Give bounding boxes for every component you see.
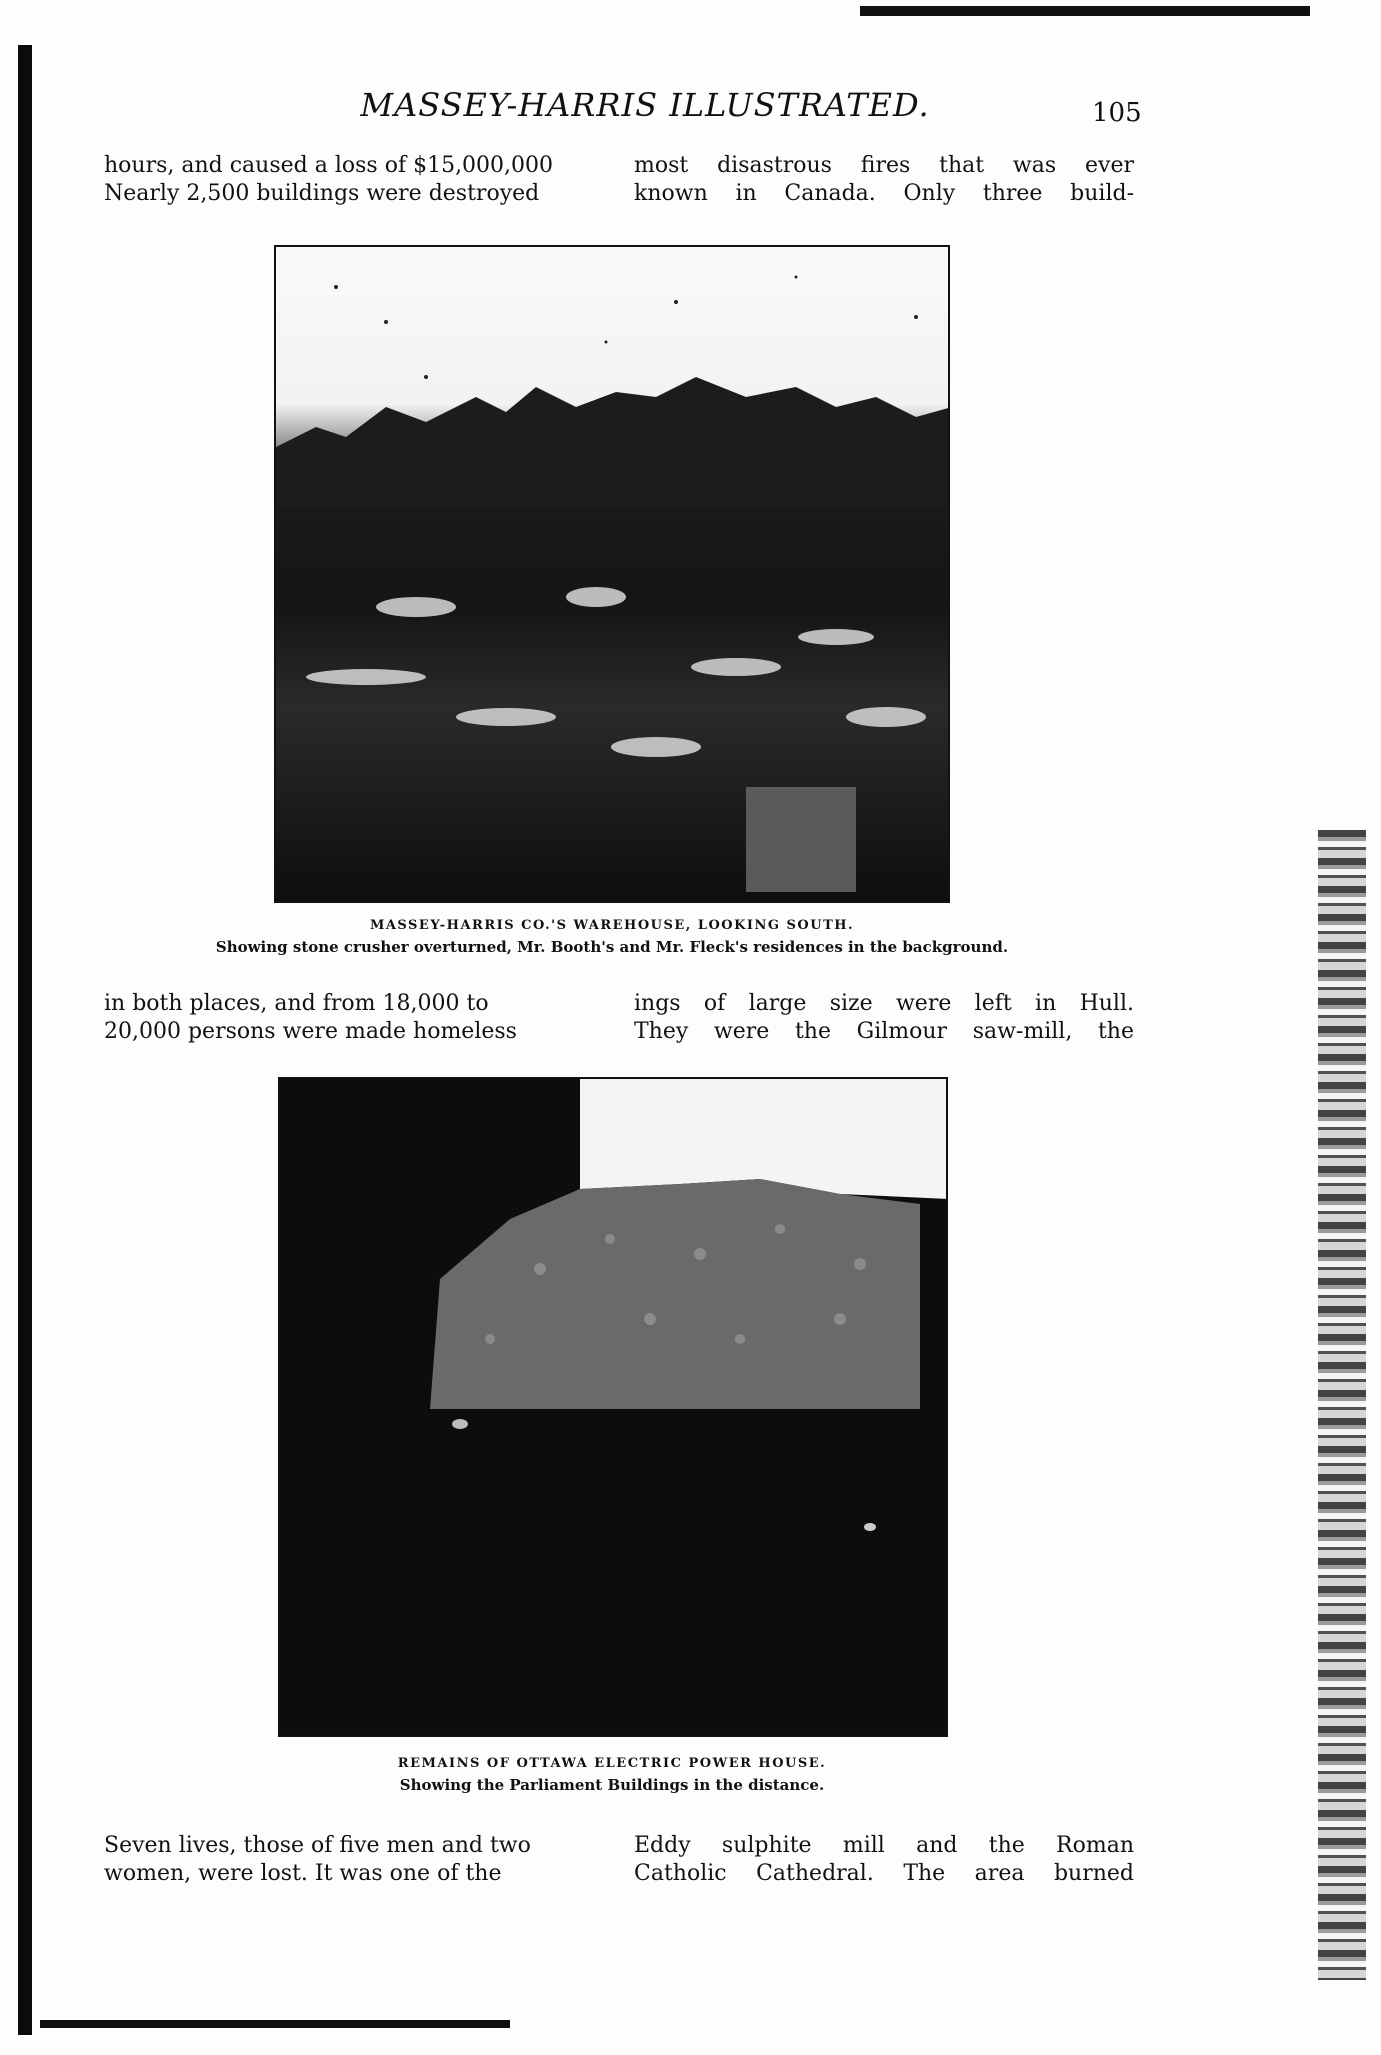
text-line: Seven lives, those of five men and two — [104, 1833, 531, 1858]
text-line: in both places, and from 18,000 to — [104, 991, 489, 1016]
text-line: Catholic Cathedral. The area burned — [634, 1861, 1134, 1886]
photo-power-house — [278, 1077, 948, 1737]
adjacent-page-edge — [1318, 830, 1366, 1980]
figure-1-caption: Showing stone crusher overturned, Mr. Booth's and Mr. Fleck's residences in the background. — [215, 938, 1009, 956]
top-rule — [860, 6, 1310, 16]
text-block-1-left — [104, 152, 604, 208]
page-number: 105 — [1092, 98, 1142, 128]
text-line: 20,000 persons were made homeless — [104, 1019, 517, 1044]
text-line: most disastrous fires that was ever — [634, 153, 1134, 178]
text-line: They were the Gilmour saw-mill, the — [634, 1019, 1134, 1044]
text-line: ings of large size were left in Hull. — [634, 991, 1134, 1016]
text-block-2-right — [634, 990, 1134, 1046]
text-block-3-left — [104, 1832, 604, 1888]
running-header: MASSEY-HARRIS ILLUSTRATED. — [360, 86, 930, 124]
text-line: women, were lost. It was one of the — [104, 1861, 502, 1886]
photo-power-house-illustration — [280, 1079, 948, 1737]
photo-warehouse — [274, 245, 950, 903]
text-line: Nearly 2,500 buildings were destroyed — [104, 181, 540, 206]
figure-1-caption-title: MASSEY-HARRIS CO.'S WAREHOUSE, LOOKING SOUTH. — [369, 918, 855, 933]
text-line: known in Canada. Only three build- — [634, 181, 1134, 206]
bottom-rule — [40, 2020, 510, 2028]
text-line: hours, and caused a loss of $15,000,000 — [104, 153, 554, 178]
figure-2-caption: Showing the Parliament Buildings in the distance. — [399, 1776, 825, 1794]
text-block-2-left — [104, 990, 604, 1046]
text-line: Eddy sulphite mill and the Roman — [634, 1833, 1134, 1858]
photo-warehouse-illustration — [276, 247, 950, 903]
page-left-border — [18, 45, 32, 2035]
figure-2-caption-title: REMAINS OF OTTAWA ELECTRIC POWER HOUSE. — [397, 1756, 827, 1771]
text-block-3-right — [634, 1832, 1134, 1888]
text-block-1-right — [634, 152, 1134, 208]
